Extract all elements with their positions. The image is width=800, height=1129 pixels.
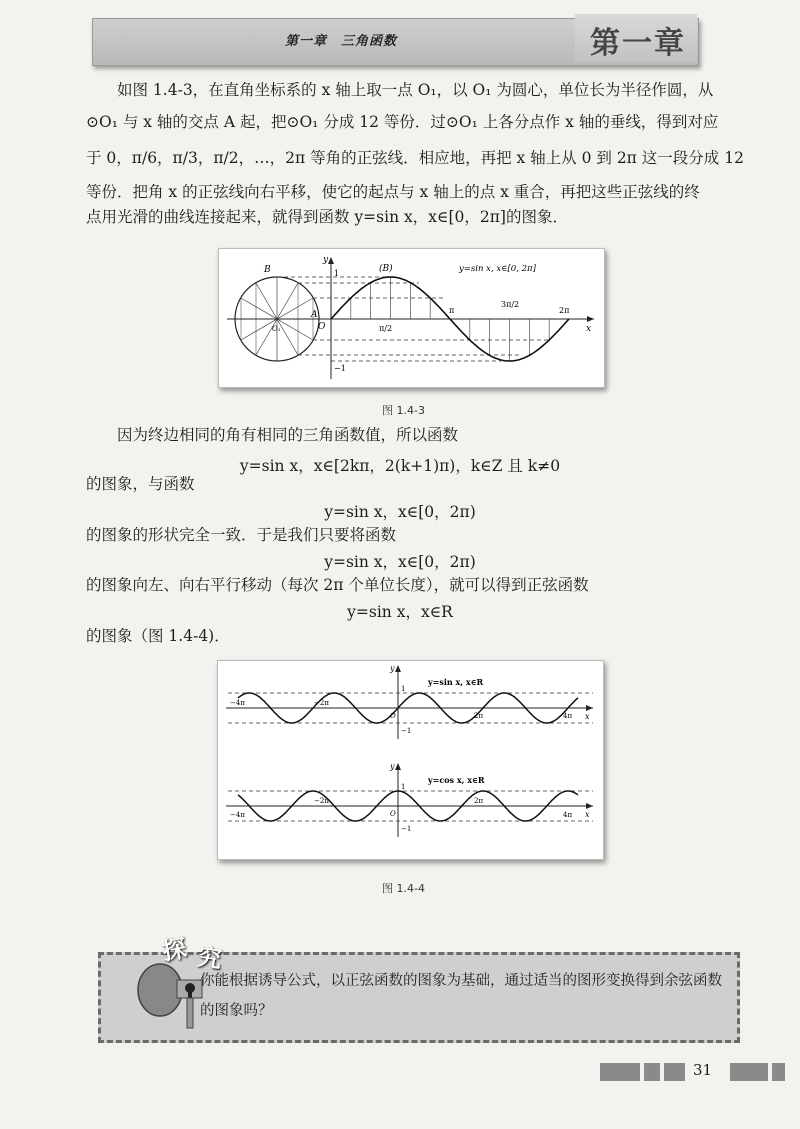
explore-badge-char-1: 探 [160,933,189,966]
cos-y-label: y [390,762,395,771]
fig1-x-label: x [586,324,592,334]
sin-tick-2pi: 2π [474,712,484,720]
explore-question: 你能根据诱导公式，以正弦函数的图象为基础，通过适当的图形变换得到余弦函数的图象吗？ [200,973,722,1019]
chapter-badge: 第一章 [590,26,686,61]
sin-tick-neg1: −1 [401,727,412,735]
sine-cosine-svg [218,661,603,859]
sin-tick-neg2pi: −2π [314,699,329,707]
fig1-tick-pi-2: π/2 [379,324,393,333]
sin-tick-neg4pi: −4π [230,699,245,707]
sin-x-label: x [585,712,590,721]
body-sentence-2: 的图象，与函数 [86,475,195,493]
body-sentence-4: 的图象向左、向右平行移动（每次 2π 个单位长度），就可以得到正弦函数 [86,576,589,594]
fig1-tick-pi: π [449,306,455,315]
body-sentence-3: 的图象的形状完全一致．于是我们只要将函数 [86,526,397,544]
figure-1-caption: 图 1.4-3 [382,404,425,417]
cos-tick-1: 1 [401,783,406,791]
body-sentence-1: 因为终边相同的角有相同的三角函数值，所以函数 [117,426,459,444]
sin-origin: O [390,712,396,720]
intro-line-4: 等份．把角 x 的正弦线向右平移，使它的起点与 x 轴上的点 x 重合，再把这些正弦线的终 [86,183,700,201]
fig1-tick-neg1: −1 [334,364,346,373]
fig1-point-B-paren: (B) [379,264,393,274]
fig1-point-O1: O₁ [272,325,281,333]
page-decoration-right [730,1063,785,1081]
sin-function-label: y=sin x, x∈R [428,677,484,687]
intro-line-3: 于 0，π/6，π/3，π/2，…，2π 等角的正弦线．相应地，再把 x 轴上从 0 到 2π 这一段分成 12 [86,149,744,167]
intro-line-2: ⊙O₁ 与 x 轴的交点 A 起，把⊙O₁ 分成 12 等份．过⊙O₁ 上各分点作 x 轴的垂线，得到对应 [86,113,719,131]
fig1-tick-1: 1 [334,269,340,278]
explore-badge-char-2: 究 [195,941,224,974]
sin-tick-4pi: 4π [563,712,573,720]
cos-tick-neg1: −1 [401,825,412,833]
cos-x-label: x [585,810,590,819]
sin-y-label: y [390,664,395,673]
intro-line-1: 如图 1.4-3，在直角坐标系的 x 轴上取一点 O₁，以 O₁ 为圆心，单位长为半径作圆，从 [117,81,714,99]
fig1-point-A: A [311,310,318,320]
cos-function-label: y=cos x, x∈R [428,775,485,785]
figure-sine-construction [218,248,605,388]
fig1-origin: O [318,322,326,332]
fig1-function-label: y=sin x, x∈[0, 2π] [459,264,536,274]
sine-construction-svg [219,249,604,387]
cos-tick-4pi: 4π [563,811,573,819]
cos-tick-neg2pi: −2π [314,797,329,805]
cos-tick-neg4pi: −4π [230,811,245,819]
fig1-point-B: B [264,265,271,275]
figure-2-caption: 图 1.4-4 [382,882,425,895]
formula-1: y=sin x，x∈[2kπ，2(k+1)π)，k∈Z 且 k≠0 [239,457,561,475]
fig1-y-label: y [323,255,329,265]
fig1-tick-3pi-2: 3π/2 [501,300,520,309]
cos-tick-2pi: 2π [474,797,484,805]
formula-2: y=sin x，x∈[0，2π) [324,503,476,521]
page-decoration-left [600,1063,685,1081]
fig1-tick-2pi: 2π [559,306,570,315]
running-header-title: 第一章 三角函数 [285,34,398,49]
page-number: 31 [693,1061,713,1079]
body-sentence-5: 的图象（图 1.4-4)． [86,627,230,645]
formula-3: y=sin x，x∈[0，2π) [324,553,476,571]
intro-line-5: 点用光滑的曲线连接起来，就得到函数 y=sin x，x∈[0，2π]的图象． [86,208,568,226]
figure-sine-cosine-graphs [217,660,604,860]
sin-tick-1: 1 [401,685,406,693]
formula-4: y=sin x，x∈R [347,603,453,621]
cos-origin: O [390,810,396,818]
